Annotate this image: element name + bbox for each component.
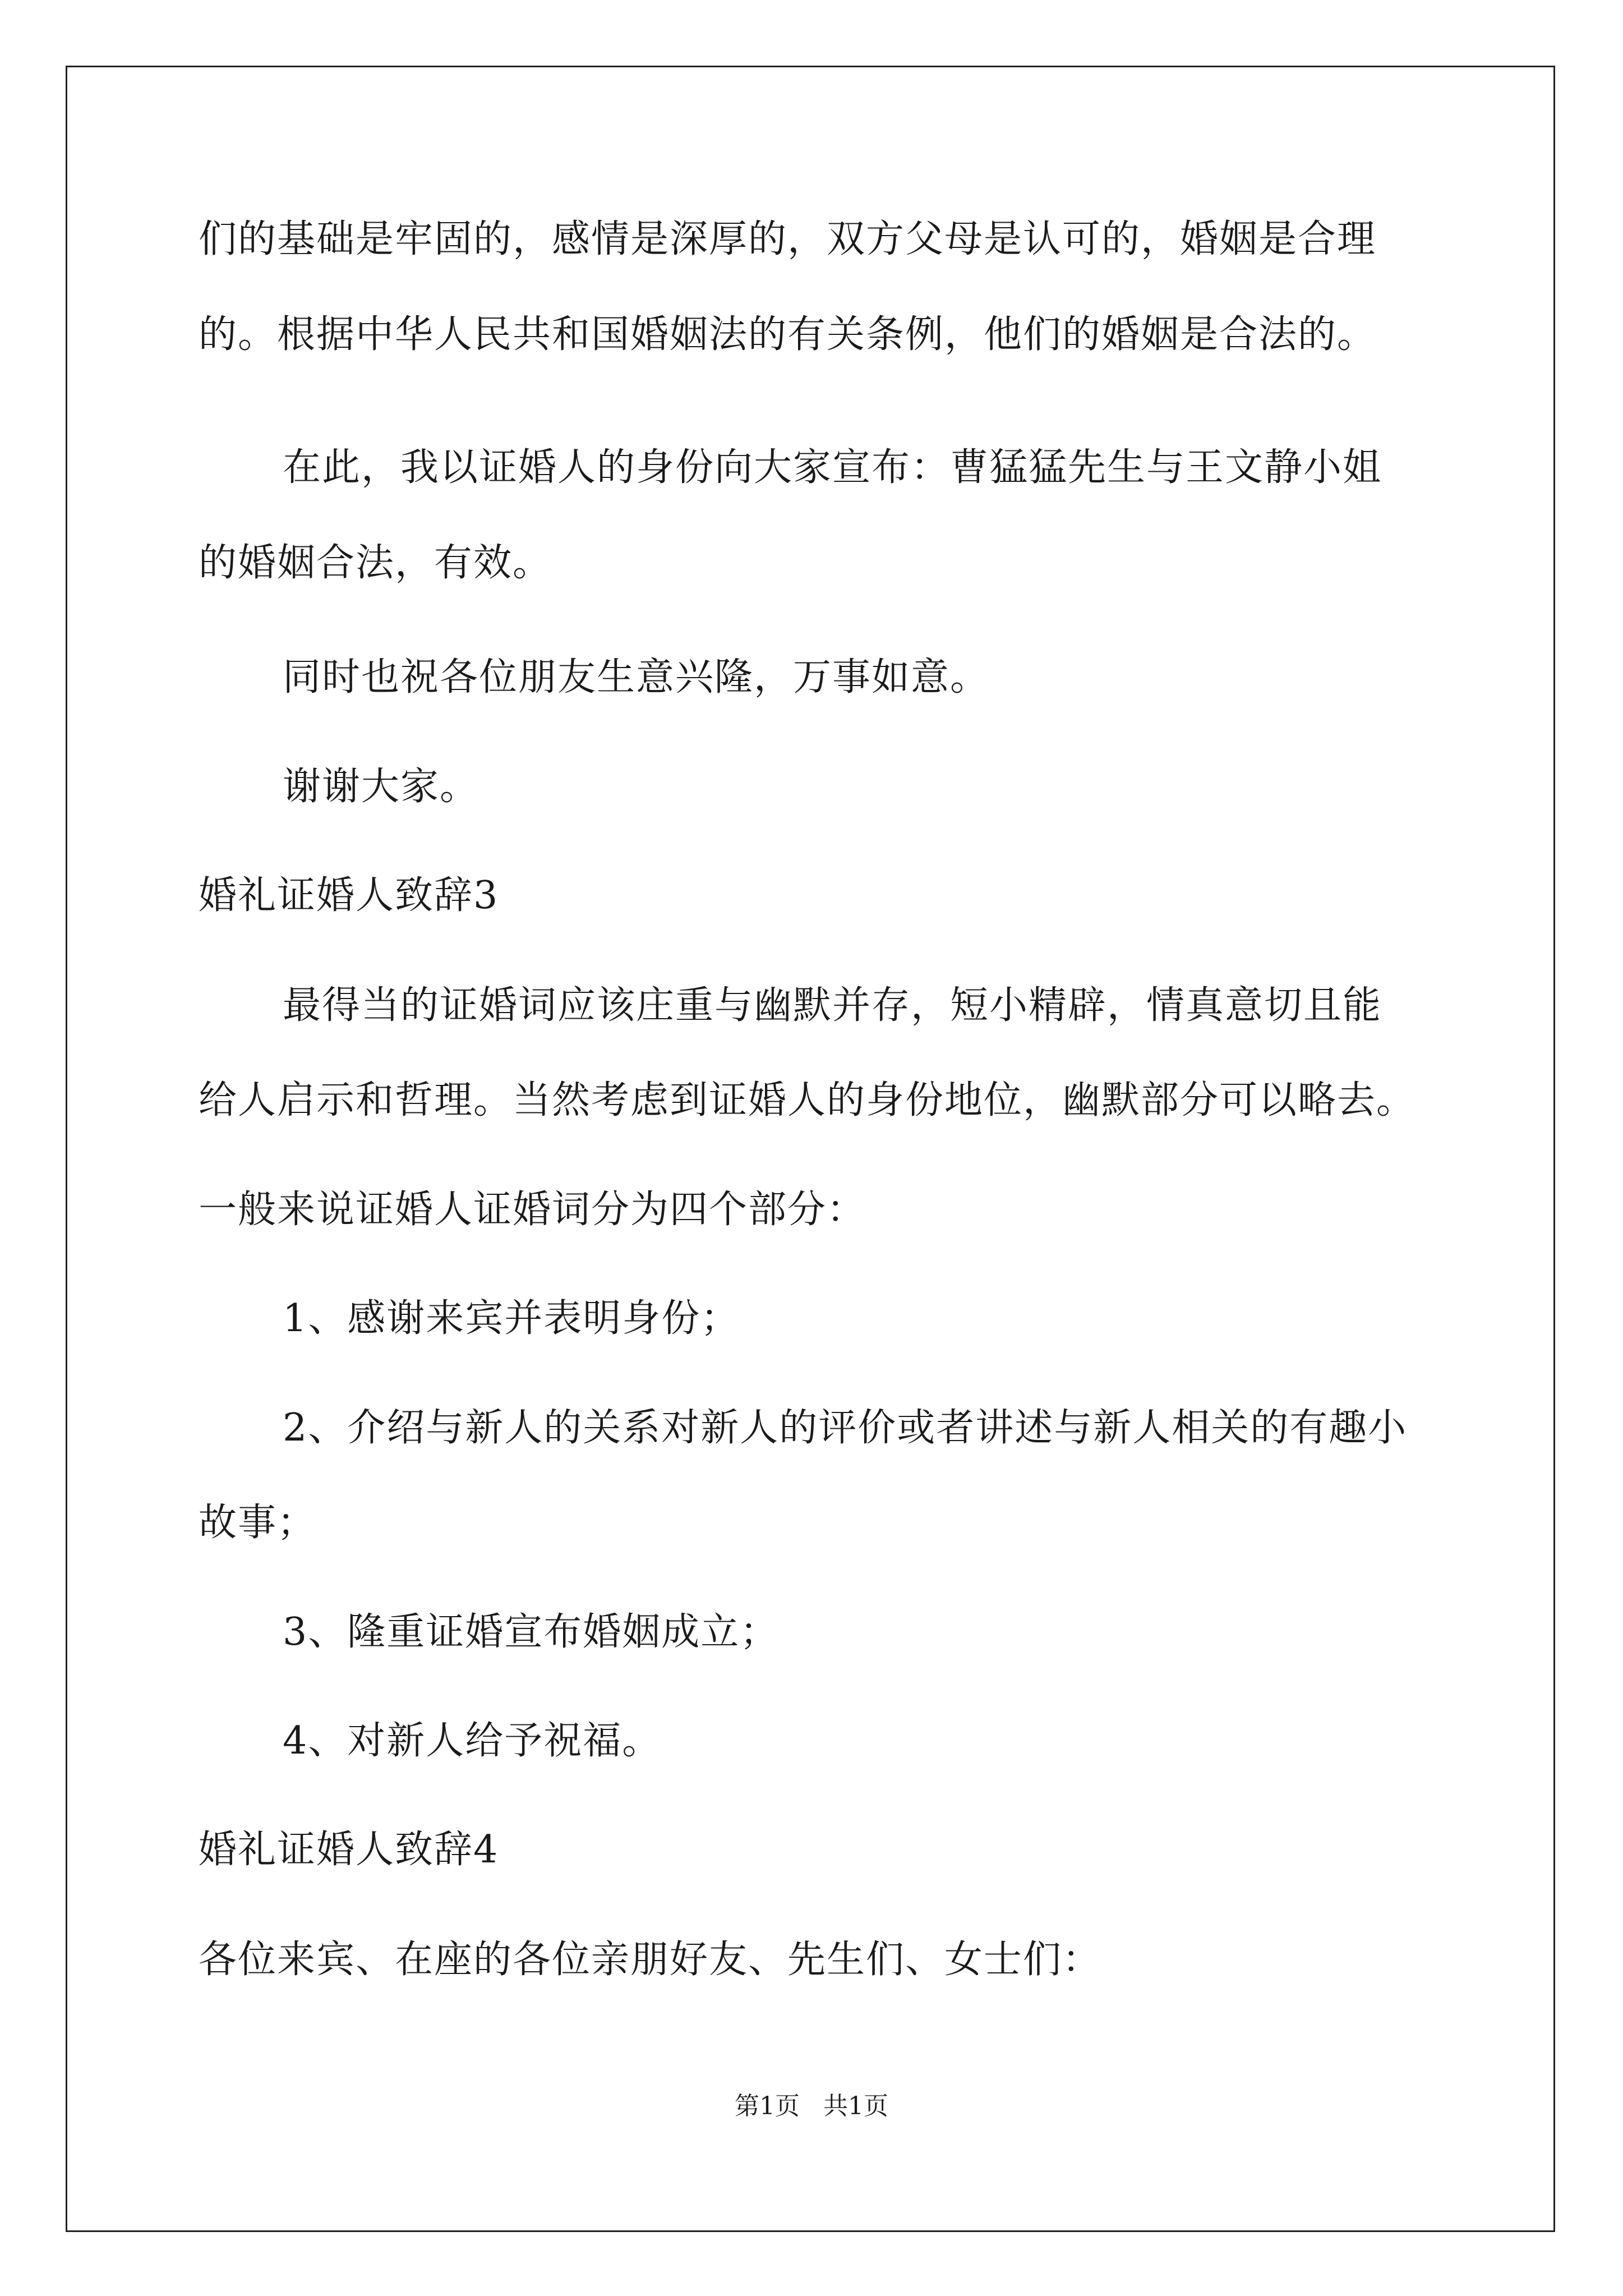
paragraph-line: 们的基础是牢固的，感情是深厚的，双方父母是认可的，婚姻是合理 (199, 217, 1377, 261)
page-border (66, 66, 1555, 2232)
paragraph-line: 的。根据中华人民共和国婚姻法的有关条例，他们的婚姻是合法的。 (199, 312, 1377, 357)
list-item: 1、感谢来宾并表明身份； (283, 1296, 740, 1341)
paragraph-line: 的婚姻合法，有效。 (199, 541, 552, 585)
list-item: 3、隆重证婚宣布婚姻成立； (283, 1610, 780, 1654)
paragraph-line: 同时也祝各位朋友生意兴隆，万事如意。 (283, 655, 990, 700)
paragraph-line: 在此，我以证婚人的身份向大家宣布：曹猛猛先生与王文静小姐 (283, 445, 1382, 490)
list-item: 2、介绍与新人的关系对新人的评价或者讲述与新人相关的有趣小 (283, 1406, 1408, 1450)
list-item: 4、对新人给予祝福。 (283, 1719, 662, 1763)
paragraph-line: 各位来宾、在座的各位亲朋好友、先生们、女士们： (199, 1938, 1102, 1982)
list-item-continuation: 故事； (199, 1501, 317, 1545)
paragraph-line: 给人启示和哲理。当然考虑到证婚人的身份地位，幽默部分可以略去。 (199, 1078, 1416, 1122)
paragraph-line: 最得当的证婚词应该庄重与幽默并存，短小精辟，情真意切且能 (283, 983, 1382, 1028)
paragraph-line: 谢谢大家。 (283, 765, 479, 809)
section-heading: 婚礼证婚人致辞4 (199, 1828, 499, 1872)
section-heading: 婚礼证婚人致辞3 (199, 873, 499, 918)
page-footer: 第1页 共1页 (735, 2092, 888, 2120)
paragraph-line: 一般来说证婚人证婚词分为四个部分： (199, 1188, 866, 1232)
